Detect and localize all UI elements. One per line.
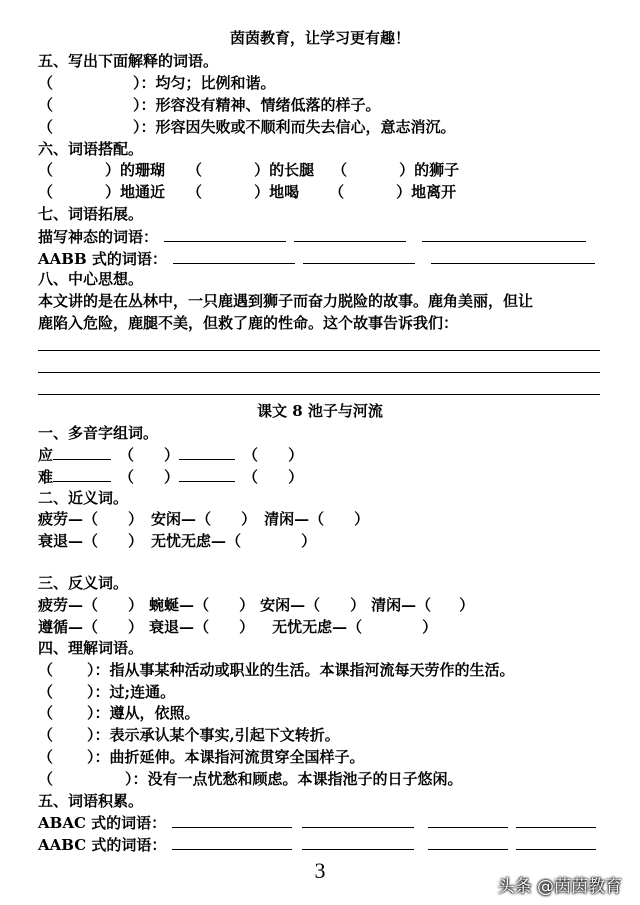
s8-paragraph-1: 本文讲的是在丛林中，一只鹿遇到狮子而奋力脱险的故事。鹿角美丽，但让 <box>38 292 534 310</box>
s5-definition-3: （ ）：形容因失败或不顺利而失去信心，意志消沉。 <box>38 118 456 136</box>
p2-row-1: 疲劳—（ ） 安闲—（ ） 清闲—（ ） <box>38 510 370 528</box>
p1-title: 一、多音字组词。 <box>38 424 159 442</box>
p5-line-1: ABAC 式的词语： <box>38 811 596 833</box>
s6-title: 六、词语搭配。 <box>38 140 144 158</box>
p5-title: 五、词语积累。 <box>38 792 144 810</box>
s5-title: 五、写出下面解释的词语。 <box>38 52 219 70</box>
answer-line <box>38 350 600 351</box>
s7-title: 七、词语拓展。 <box>38 205 144 223</box>
s8-paragraph-2: 鹿陷入危险，鹿腿不美，但救了鹿的性命。这个故事告诉我们： <box>38 314 459 332</box>
p1-row-1: 应 （ ） （ ） <box>38 443 303 465</box>
s5-definition-2: （ ）：形容没有精神、情绪低落的样子。 <box>38 96 381 114</box>
p4-definition-3: （ ）：遵从，依照。 <box>38 704 200 722</box>
p3-title: 三、反义词。 <box>38 574 129 592</box>
s7-line-1: 描写神态的词语： <box>38 225 586 247</box>
p3-row-1: 疲劳—（ ） 蜿蜒—（ ） 安闲—（ ） 清闲—（ ） <box>38 596 475 614</box>
p2-row-2: 衰退—（ ） 无忧无虑—（ ） <box>38 532 317 550</box>
answer-line <box>38 372 600 373</box>
p4-definition-1: （ ）：指从事某种活动或职业的生活。本课指河流每天劳作的生活。 <box>38 661 515 679</box>
p2-title: 二、近义词。 <box>38 489 129 507</box>
page-number: 3 <box>314 858 326 883</box>
p1-row-2: 难 （ ） （ ） <box>38 465 303 487</box>
p4-definition-5: （ ）：曲折延伸。本课指河流贯穿全国样子。 <box>38 748 365 766</box>
p4-title: 四、理解词语。 <box>38 639 144 657</box>
p5-line-2: AABC 式的词语： <box>38 833 596 855</box>
answer-line <box>38 394 600 395</box>
p4-definition-2: （ ）：过;连通。 <box>38 683 176 701</box>
s8-title: 八、中心思想。 <box>38 270 144 288</box>
watermark: 头条 @茵茵教育 <box>497 877 622 897</box>
p3-row-2: 遵循—（ ） 衰退—（ ） 无忧无虑—（ ） <box>38 618 438 636</box>
s6-row-1: （ ）的珊瑚 （ ）的长腿 （ ）的狮子 <box>38 161 460 179</box>
lesson-title: 课文 8 池子与河流 <box>257 402 383 420</box>
s7-line-2: AABB 式的词语： <box>38 247 595 269</box>
p4-definition-6: （ ）：没有一点忧愁和顾虑。本课指池子的日子悠闲。 <box>38 770 463 788</box>
s6-row-2: （ ）地通近 （ ）地喝 （ ）地离开 <box>38 183 457 201</box>
s5-definition-1: （ ）：均匀；比例和谐。 <box>38 74 276 92</box>
page-header: 茵茵教育，让学习更有趣！ <box>229 29 410 47</box>
p4-definition-4: （ ）：表示承认某个事实,引起下文转折。 <box>38 726 340 744</box>
